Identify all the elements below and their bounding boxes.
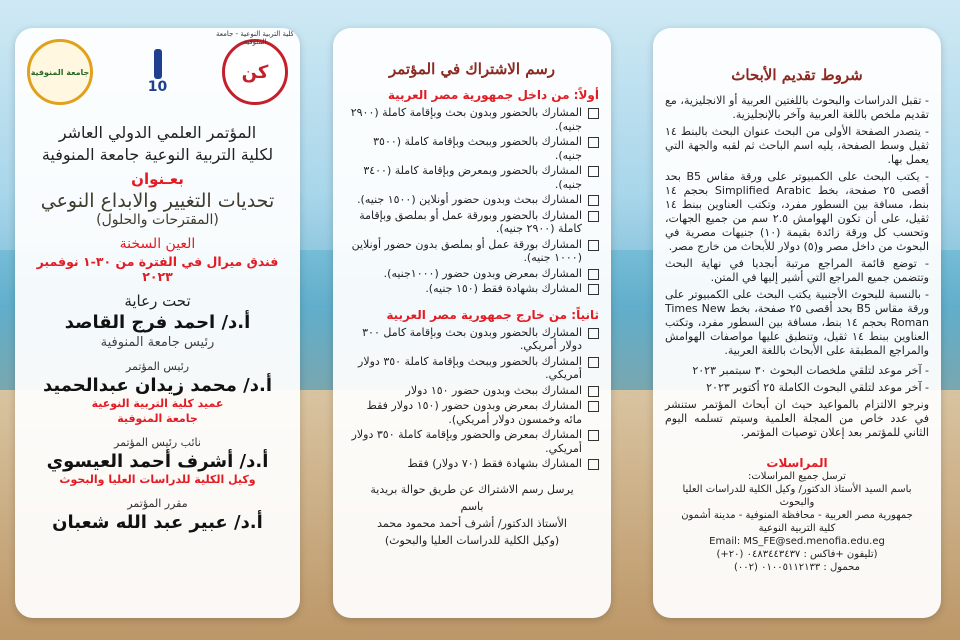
outside-egypt-option-label: المشارك بمعرض وبدون حضور (١٥٠ دولار فقط مائه وخمسون دولار أمريكي). (366, 399, 582, 426)
correspondence-line: جمهورية مصر العربية - محافظة المنوفية - مدينة أشمون (681, 510, 913, 521)
correspondence-line: Email: MS_FE@sed.menofia.edu.eg (709, 536, 885, 547)
outside-egypt-option-label: المشارك ببحث وبدون حضور ١٥٠ دولار (405, 383, 582, 397)
patron-name: أ.د/ احمد فرج القاصد (64, 312, 251, 333)
checkbox-icon[interactable] (588, 430, 599, 441)
outside-egypt-option (345, 326, 599, 353)
payment-note-line2: باسم (460, 499, 484, 513)
inside-egypt-option-label: المشارك بالحضور وبدون بحث وبإقامة كاملة (٢٩٠٠ جنيه). (350, 106, 582, 133)
logo-row (27, 30, 294, 108)
faculty-logo-mark: كن (241, 61, 269, 83)
conference-number: 10 (147, 79, 168, 95)
correspondence-heading: المراسلات (766, 456, 828, 470)
under-title: بعـنوان (131, 170, 184, 188)
condition-item: - يكتب البحث على الكمبيوتر على ورقة مقاس B5 بحد أقصى ٢٥ صفحة، بخط Simplified Arabic بحجم ١٤ بنط، مسافة بين السطور مفرد، وتكتب العناوين ببنط ١٤ ثقيل، على أن تكون الهوامش ٢.٥ سم من جميع الجهات، وتحسب كل ورقة زائدة بقيمة (١٠) جنيهات مصرية في البحوث من داخل مصر و(٥) دولار للأبحاث من خارج مصر. (665, 170, 929, 253)
payment-note-line4: (وكيل الكلية للدراسات العليا والبحوث) (384, 533, 560, 547)
deadline-item: - آخر موعد لتلقي البحوث الكاملة ٢٥ أكتوبر ٢٠٢٣ (706, 381, 929, 394)
vice-heading: نائب رئيس المؤتمر (114, 436, 201, 449)
conference-title-line2: لكلية التربية النوعية جامعة المنوفية (41, 145, 274, 164)
checkbox-icon[interactable] (588, 166, 599, 177)
checkbox-icon[interactable] (588, 357, 599, 368)
conference-logo (133, 42, 183, 102)
correspondence-line: محمول : ٠١٠٠٥١١٢١٣٣ (٠٠٢) (734, 562, 860, 573)
president-role-1: عميد كلية التربية النوعية (91, 397, 224, 410)
closing-note: ونرجو الالتزام بالمواعيد حيث ان أبحاث المؤتمر ستنشر في عدد خاص من المجلة العلمية وسيتم تسلمه اليوم الثاني للمؤتمر بعد إعلان توصيات المؤتمر. (665, 398, 929, 439)
cover-panel (15, 28, 300, 618)
inside-egypt-option (345, 193, 599, 207)
checkbox-icon[interactable] (588, 269, 599, 280)
president-heading: رئيس المؤتمر (125, 360, 190, 373)
checkbox-icon[interactable] (588, 195, 599, 206)
conditions-list (665, 94, 929, 358)
conference-theme: تحديات التغيير والابداع النوعي (40, 190, 275, 212)
checkbox-icon[interactable] (588, 240, 599, 251)
president-role-2: جامعة المنوفية (117, 412, 198, 425)
condition-item: - توضع قائمة المراجع مرتبة أبجديا في نهاية البحث وتتضمن جميع المراجع التي أشير إليها في المتن. (665, 257, 929, 284)
inside-egypt-option (345, 282, 599, 296)
inside-egypt-option (345, 164, 599, 191)
inside-egypt-option-label: المشارك بشهادة فقط (١٥٠ جنيه). (425, 282, 582, 295)
faculty-logo (216, 30, 294, 105)
conference-venue: فندق ميرال في الفترة من ٣٠-١ نوفمبر ٢٠٢٣ (36, 254, 279, 284)
checkbox-icon[interactable] (588, 211, 599, 222)
inside-egypt-option (345, 106, 599, 133)
outside-egypt-option (345, 384, 599, 398)
outside-egypt-option-label: المشارك بالحضور وببحث وبإقامة كاملة ٣٥٠ دولار أمريكي. (358, 354, 582, 381)
outside-egypt-option-label: المشارك بالحضور وبدون بحث وبإقامة كامل ٣٠٠ دولار أمريكي. (362, 325, 582, 352)
correspondence-line: ترسل جميع المراسلات: (748, 471, 846, 482)
checkbox-icon[interactable] (588, 328, 599, 339)
inside-egypt-option-label: المشارك بالحضور وبورقة عمل أو بملصق وبإقامة كاملة (٢٩٠٠ جنيه). (359, 208, 582, 235)
conditions-title: شروط تقديم الأبحاث (731, 66, 863, 84)
outside-egypt-options (345, 326, 599, 471)
outside-egypt-option (345, 428, 599, 455)
inside-egypt-option-label: المشارك بورقة عمل أو بملصق بدون حضور أونلاين (١٠٠٠ جنيه). (351, 237, 582, 264)
correspondence-line: باسم السيد الأستاذ الدكتور/ وكيل الكلية للدراسات العليا والبحوث (682, 484, 912, 508)
university-logo (27, 39, 93, 105)
inside-egypt-option (345, 135, 599, 162)
patronage-heading: تحت رعاية (124, 292, 191, 310)
inside-egypt-option-label: المشارك بمعرض وبدون حضور (١٠٠٠جنيه). (383, 266, 582, 280)
checkbox-icon[interactable] (588, 401, 599, 412)
inside-egypt-heading: أولاً: من داخل جمهورية مصر العربية (387, 88, 599, 102)
outside-egypt-option-label: المشارك بشهادة فقط (٧٠ دولار) فقط (407, 457, 582, 470)
fees-panel (333, 28, 611, 618)
outside-egypt-heading: ثانياً: من خارج جمهورية مصر العربية (386, 307, 599, 322)
conference-title-line1: المؤتمر العلمي الدولي العاشر (58, 123, 257, 142)
president-name: أ.د/ محمد زيدان عبدالحميد (42, 375, 272, 396)
conference-city: العين السخنة (119, 236, 196, 252)
condition-item: - تقبل الدراسات والبحوث باللغتين العربية أو الانجليزية، مع تقديم ملخص باللغة العربية وآخر بالإنجليزية. (665, 94, 929, 121)
patron-role: رئيس جامعة المنوفية (100, 335, 215, 350)
vice-name: أ.د/ أشرف أحمد العيسوي (46, 451, 269, 472)
conference-logo-mark (154, 49, 162, 79)
checkbox-icon[interactable] (588, 108, 599, 119)
payment-note-line3: الأستاذ الدكتور/ أشرف أحمد محمود محمد (377, 516, 567, 530)
conference-subtheme: (المقترحات والحلول) (96, 212, 219, 228)
outside-egypt-option (345, 355, 599, 382)
correspondence-line: (تليفون +فاكس : ٠٤٨٣٤٤٣٤٣٧ (٢٠+) (716, 549, 878, 560)
checkbox-icon[interactable] (588, 284, 599, 295)
inside-egypt-option-label: المشارك ببحث وبدون حضور أونلاين (١٥٠٠ جنيه). (357, 193, 582, 206)
inside-egypt-option (345, 267, 599, 281)
correspondence-line: كلية التربية النوعية (758, 523, 836, 534)
payment-note-line1: يرسل رسم الاشتراك عن طريق حوالة بريدية (370, 482, 574, 496)
rapporteur-heading: مقرر المؤتمر (127, 497, 188, 510)
outside-egypt-option (345, 399, 599, 426)
correspondence-lines (665, 470, 929, 574)
rapporteur-name: أ.د/ عبير عبد الله شعبان (52, 512, 263, 533)
inside-egypt-option-label: المشارك بالحضور وببحث وبإقامة كاملة (٣٥٠٠ جنيه). (373, 135, 582, 162)
university-logo-text: جامعة المنوفية (30, 67, 90, 77)
inside-egypt-option-label: المشارك بالحضور وبمعرض وبإقامة كاملة (٣٤٠٠ جنيه). (363, 164, 582, 191)
conference-title (27, 122, 288, 166)
deadlines-list (665, 364, 929, 395)
checkbox-icon[interactable] (588, 459, 599, 470)
inside-egypt-options (345, 106, 599, 296)
deadline-item: - آخر موعد لتلقي ملخصات البحوث ٣٠ سبتمبر ٢٠٢٣ (692, 364, 929, 377)
payment-note (345, 481, 599, 549)
checkbox-icon[interactable] (588, 137, 599, 148)
outside-egypt-option (345, 457, 599, 471)
fees-title: رسم الاشتراك في المؤتمر (388, 60, 556, 78)
condition-item: - يتصدر الصفحة الأولى من البحث عنوان البحث بالبنط ١٤ ثقيل وسط الصفحة، يليه اسم الباحث ثم لقبه والجهة التي يعمل بها. (665, 125, 929, 166)
outside-egypt-option-label: المشارك بمعرض والحضور وبإقامة كاملة ٣٥٠ دولار أمريكي. (351, 428, 582, 455)
inside-egypt-option (345, 209, 599, 236)
condition-item: - بالنسبة للبحوث الأجنبية يكتب البحث على الكمبيوتر على ورقة مقاس B5 بحد أقصى ٢٥ صفحة، بخط Times New Roman بحجم ١٤ بنط، مسافة بين السطور مفرد، وتكتب العناوين ببنط ١٤ ثقيل، وتنطبق عليها مواصفات الهوامش والمراجع المطبقة على الأبحاث باللغة العربية. (665, 288, 930, 357)
vice-role: وكيل الكلية للدراسات العليا والبحوث (59, 473, 256, 486)
conditions-panel (653, 28, 941, 618)
faculty-logo-ring-text: كلية التربية النوعية - جامعة المنوفية (216, 30, 294, 46)
checkbox-icon[interactable] (588, 386, 599, 397)
inside-egypt-option (345, 238, 599, 265)
